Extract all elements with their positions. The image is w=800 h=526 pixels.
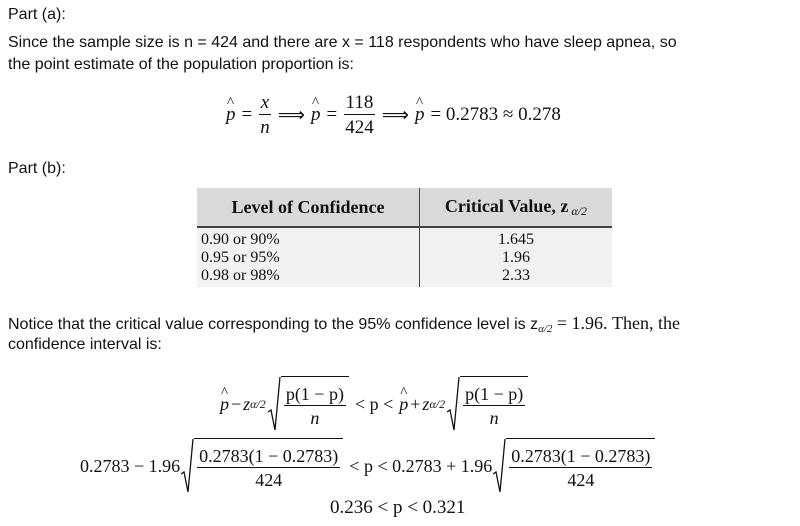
point-estimate-result: = 0.2783 ≈ 0.278 xyxy=(430,104,561,125)
notice-line2: confidence interval is: xyxy=(8,336,162,353)
part-b-heading: Part (b): xyxy=(8,160,66,177)
part-a-line1: Since the sample size is n = 424 and there are x = 118 respondents who have sleep apnea, so xyxy=(8,34,677,51)
radical: $\frac{0.2783(1 - 0.2783)}{424}$ xyxy=(180,438,343,494)
point-estimate-equation: ^ p = $\frac{x}{n}$ ⟹ ^ p = $\frac{118}{424}$ ⟹ ^ p = 0.2783 ≈ 0.278 xyxy=(226,93,561,137)
numeric-ci-formula: 0.2783 − 1.96 $\frac{0.2783(1 - 0.2783)}{424}$ < p < 0.2783 + 1.96 $\frac{0.2783(1 - 0.2783)}{424}$ xyxy=(80,438,655,494)
radical: $\frac{p(1 - p)}{n}$ xyxy=(267,376,349,432)
general-ci-formula: ^ p − z α/2 $\frac{p(1 - p)}{n}$ < p < ^ p + z α/2 $\frac{p(1 - p)}{n}$ xyxy=(220,376,528,432)
p-hat: ^ p xyxy=(226,104,236,126)
table-row: 0.90 or 90% 1.645 xyxy=(197,227,612,249)
p-hat: ^ p xyxy=(415,104,425,126)
critical-value-table xyxy=(197,188,612,287)
notice-line1: Notice that the critical value corresponding to the 95% confidence level is $z_{\alpha/2} = 1.96$. Then, the xyxy=(8,313,681,335)
radical: $\frac{p(1 - p)}{n}$ xyxy=(446,376,528,432)
table-row: 0.98 or 98% 2.33 xyxy=(197,267,612,287)
p-hat: ^ p xyxy=(311,104,321,126)
radical: $\frac{0.2783(1 - 0.2783)}{424}$ xyxy=(492,438,655,494)
table-row: 0.95 or 95% 1.96 xyxy=(197,249,612,267)
x-over-n-fraction: $\frac{x}{n}$ xyxy=(260,92,270,138)
final-interval: 0.236 < p < 0.321 xyxy=(330,497,466,518)
table-header-critical: Critical Value, z $_{\alpha/2}$ xyxy=(420,188,613,227)
part-a-line2: the point estimate of the population proportion is: xyxy=(8,56,354,73)
table-header-confidence: Level of Confidence xyxy=(197,188,420,227)
count-fraction: $\frac{118}{424}$ xyxy=(345,92,374,138)
part-a-heading: Part (a): xyxy=(8,6,66,23)
